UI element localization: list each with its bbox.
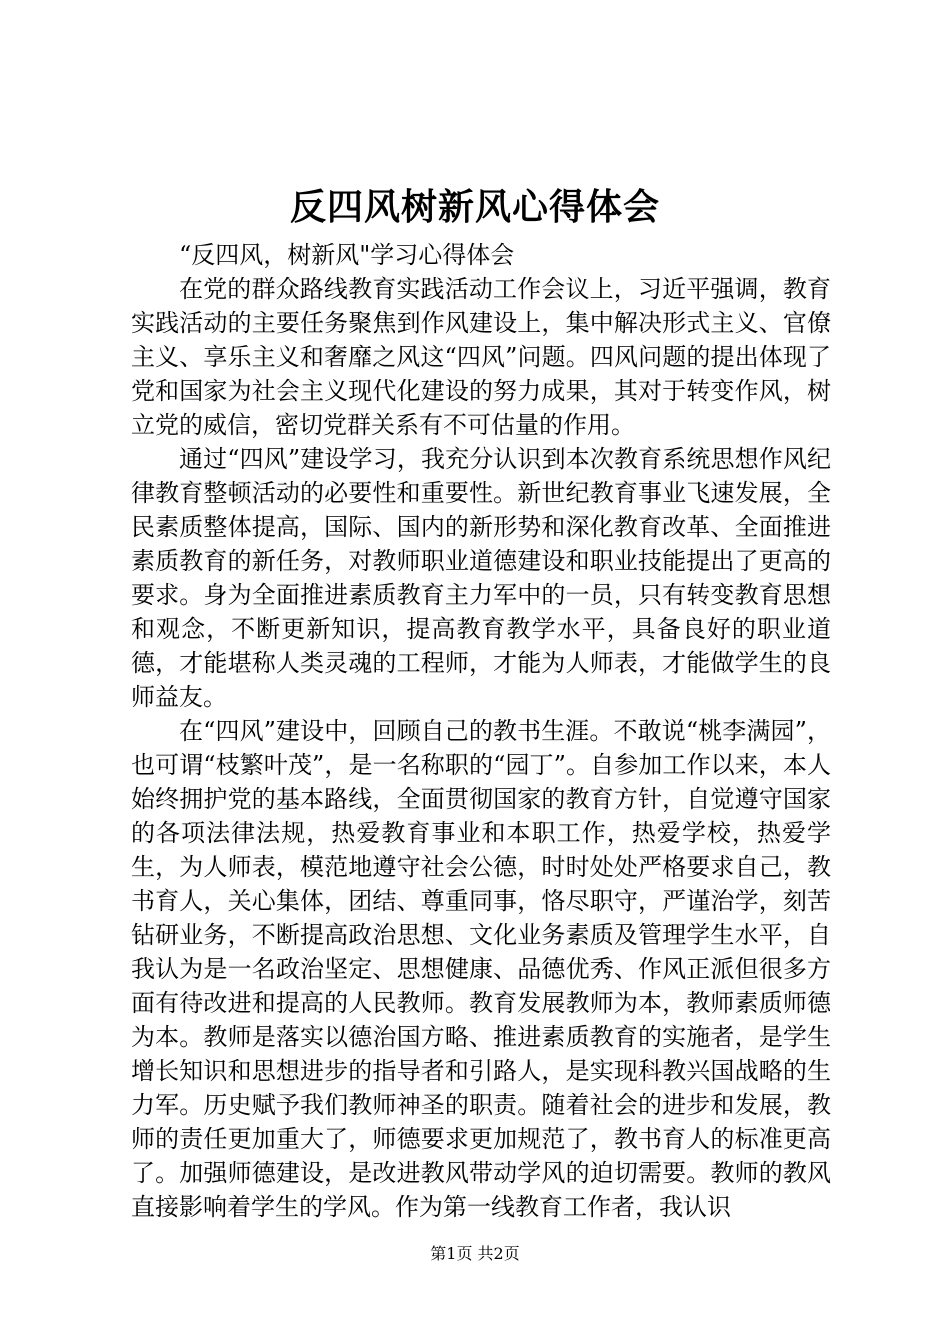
page-footer: 第1页 共2页 xyxy=(430,1244,520,1263)
document-body xyxy=(131,238,831,1224)
paragraph-1: 在党的群众路线教育实践活动工作会议上，习近平强调，教育实践活动的主要任务聚焦到作风建设上，集中解决形式主义、官僚主义、享乐主义和奢靡之风这“四风”问题。四风问题的提出体现了党和国家为社会主义现代化建设的努力成果，其对于转变作风，树立党的威信，密切党群关系有不可估量的作用。 xyxy=(131,275,831,439)
paragraph-subtitle: “反四风，树新风"学习心得体会 xyxy=(179,241,515,269)
paragraph-2: 通过“四风”建设学习，我充分认识到本次教育系统思想作风纪律教育整顿活动的必要性和重要性。新世纪教育事业飞速发展，全民素质整体提高，国际、国内的新形势和深化教育改革、全面推进素质教育的新任务，对教师职业道德建设和职业技能提出了更高的要求。身为全面推进素质教育主力军中的一员，只有转变教育思想和观念，不断更新知识，提高教育教学水平，具备良好的职业道德，才能堪称人类灵魂的工程师，才能为人师表，才能做学生的良师益友。 xyxy=(131,445,831,711)
document-title: 反四风树新风心得体会 xyxy=(289,187,660,228)
paragraph-3: 在“四风”建设中，回顾自己的教书生涯。不敢说“桃李满园”，也可谓“枝繁叶茂”，是一名称职的“园丁”。自参加工作以来，本人始终拥护党的基本路线，全面贯彻国家的教育方针，自觉遵守国家的各项法律法规，热爱教育事业和本职工作，热爱学校，热爱学生，为人师表，模范地遵守社会公德，时时处处严格要求自己，教书育人，关心集体，团结、尊重同事，恪尽职守，严谨治学，刻苦钻研业务，不断提高政治思想、文化业务素质及管理学生水平，自我认为是一名政治坚定、思想健康、品德优秀、作风正派但很多方面有待改进和提高的人民教师。教育发展教师为本，教师素质师德为本。教师是落实以德治国方略、推进素质教育的实施者，是学生增长知识和思想进步的指导者和引路人，是实现科教兴国战略的生力军。历史赋予我们教师神圣的职责。随着社会的进步和发展，教师的责任更加重大了，师德要求更加规范了，教书育人的标准更高了。加强师德建设，是改进教风带动学风的迫切需要。教师的教风直接影响着学生的学风。作为第一线教育工作者，我认识 xyxy=(131,717,831,1221)
